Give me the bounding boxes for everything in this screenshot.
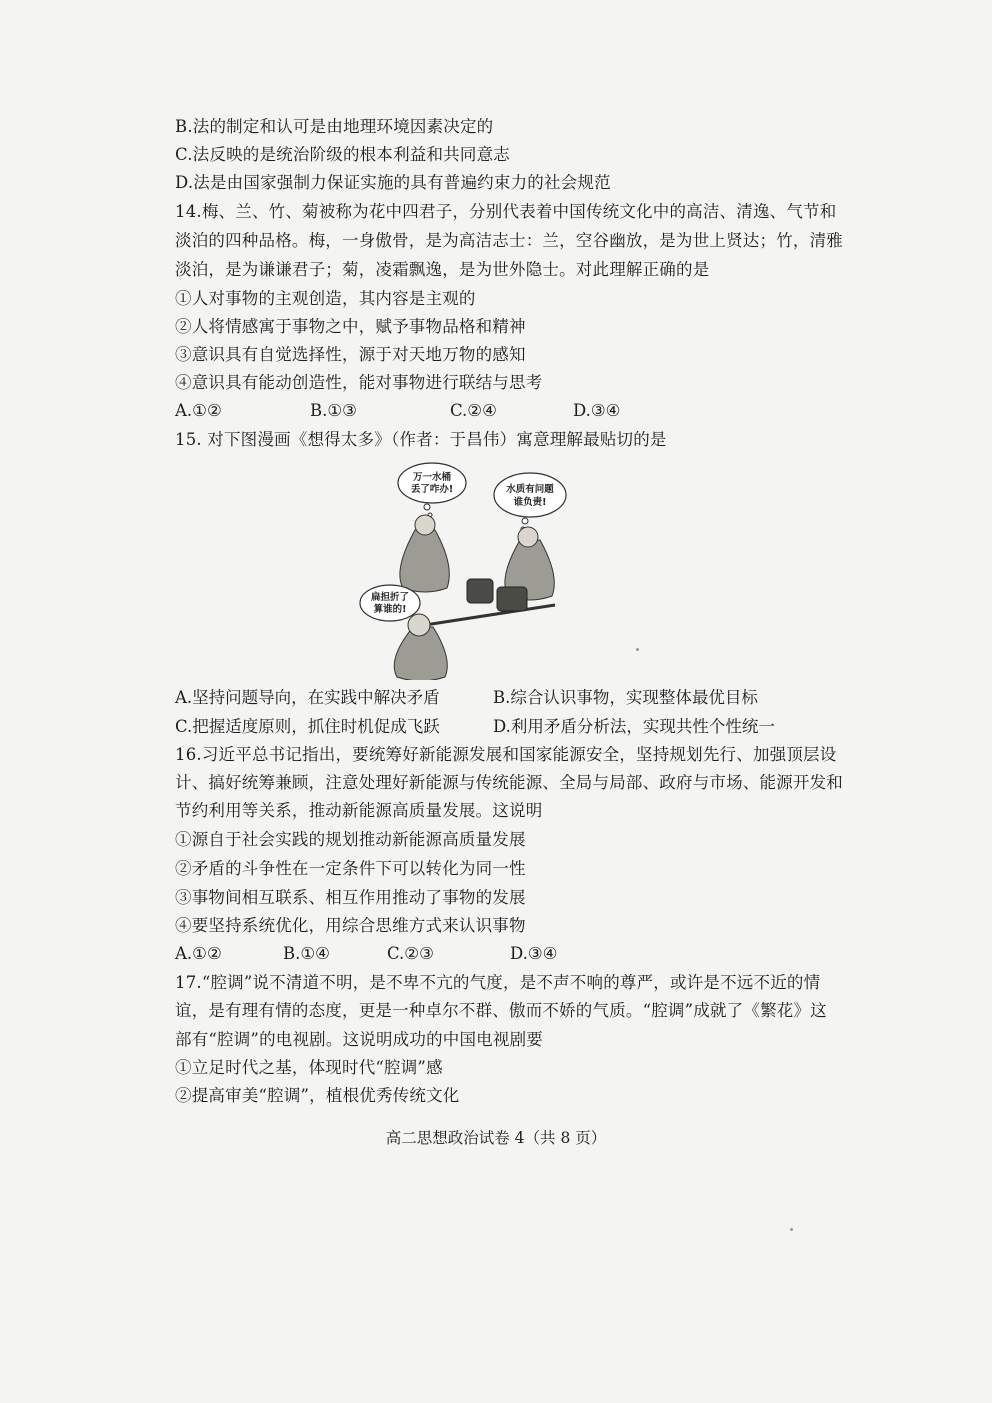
question-14-stem-line1: 14.梅、兰、竹、菊被称为花中四君子，分别代表着中国传统文化中的高洁、清逸、气节和	[175, 202, 837, 221]
thought-bubble-3	[360, 585, 420, 621]
q16-option-c: C.②③	[387, 944, 434, 963]
option-b-text: B.法的制定和认可是由地理环境因素决定的	[175, 117, 494, 136]
q14-option-d: D.③④	[573, 401, 621, 420]
question-17-stem-line2: 谊，是有理有情的态度，更是一种卓尔不群、傲而不娇的气质。“腔调”成就了《繁花》这	[175, 1001, 827, 1020]
question-16-statement-4: ④要坚持系统优化，用综合思维方式来认识事物	[175, 916, 526, 935]
question-14-statement-3: ③意识具有自觉选择性，源于对天地万物的感知	[175, 345, 526, 364]
question-14-statement-4: ④意识具有能动创造性，能对事物进行联结与思考	[175, 373, 543, 392]
question-16-statement-2: ②矛盾的斗争性在一定条件下可以转化为同一性	[175, 859, 526, 878]
question-17-stem-line3: 部有“腔调”的电视剧。这说明成功的中国电视剧要	[175, 1030, 543, 1049]
bubble-2-line1: 水质有问题	[506, 484, 554, 495]
q15-option-a: A.坚持问题导向，在实践中解决矛盾	[175, 688, 440, 707]
q16-option-a: A.①②	[175, 944, 222, 963]
q15-option-b: B.综合认识事物，实现整体最优目标	[493, 688, 758, 707]
bucket-2	[497, 587, 527, 611]
question-17-stem-line1: 17.“腔调”说不清道不明，是不卑不亢的气度，是不声不响的尊严，或许是不远不近的情	[175, 973, 821, 992]
q15-option-d: D.利用矛盾分析法，实现共性个性统一	[493, 717, 775, 736]
q16-option-b: B.①④	[283, 944, 330, 963]
q15-option-c: C.把握适度原则，抓住时机促成飞跃	[175, 717, 440, 736]
scan-speck	[636, 648, 639, 651]
thought-bubble-1	[398, 463, 466, 503]
bubble-1-line1: 万一水桶	[412, 472, 452, 483]
option-d-text: D.法是由国家强制力保证实施的具有普遍约束力的社会规范	[175, 173, 611, 192]
question-14-statement-1: ①人对事物的主观创造，其内容是主观的	[175, 289, 476, 308]
carrying-pole	[425, 605, 555, 625]
question-17-statement-1: ①立足时代之基，体现时代“腔调”感	[175, 1058, 443, 1077]
question-16-stem-line2: 计、搞好统筹兼顾，注意处理好新能源与传统能源、全局与局部、政府与市场、能源开发和	[175, 773, 843, 792]
q14-option-c: C.②④	[450, 401, 497, 420]
q14-option-b: B.①③	[310, 401, 357, 420]
q14-option-a: A.①②	[175, 401, 222, 420]
question-16-statement-3: ③事物间相互联系、相互作用推动了事物的发展	[175, 888, 526, 907]
question-15-stem: 15. 对下图漫画《想得太多》（作者：于昌伟）寓意理解最贴切的是	[175, 430, 667, 449]
option-c-text: C.法反映的是统治阶级的根本利益和共同意志	[175, 145, 510, 164]
scan-speck	[790, 1228, 793, 1231]
question-16-statement-1: ①源自于社会实践的规划推动新能源高质量发展	[175, 830, 526, 849]
question-14-stem-line2: 淡泊的四种品格。梅，一身傲骨，是为高洁志士：兰，空谷幽放，是为世上贤达；竹，清雅	[175, 231, 843, 250]
q16-option-d: D.③④	[510, 944, 558, 963]
bucket-1	[467, 579, 493, 603]
cartoon-illustration	[355, 455, 595, 680]
question-16-stem-line1: 16.习近平总书记指出，要统筹好新能源发展和国家能源安全，坚持规划先行、加强顶层设	[175, 745, 837, 764]
bubble-1-line2: 丢了咋办!	[410, 484, 454, 495]
question-14-stem-line3: 淡泊，是为谦谦君子；菊，凌霜飘逸，是为世外隐士。对此理解正确的是	[175, 260, 710, 279]
bubble-3-line2: 算谁的!	[373, 604, 407, 615]
bubble-2-line2: 谁负责!	[513, 497, 547, 508]
question-17-statement-2: ②提高审美“腔调”，植根优秀传统文化	[175, 1086, 460, 1105]
question-16-stem-line3: 节约利用等关系，推动新能源高质量发展。这说明	[175, 801, 543, 820]
thought-bubble-2	[494, 473, 566, 517]
page-footer: 高二思想政治试卷 4（共 8 页）	[385, 1129, 607, 1147]
bubble-3-line1: 扁担折了	[370, 592, 410, 603]
question-14-statement-2: ②人将情感寓于事物之中，赋予事物品格和精神	[175, 317, 526, 336]
monk-figure-1	[400, 530, 449, 592]
